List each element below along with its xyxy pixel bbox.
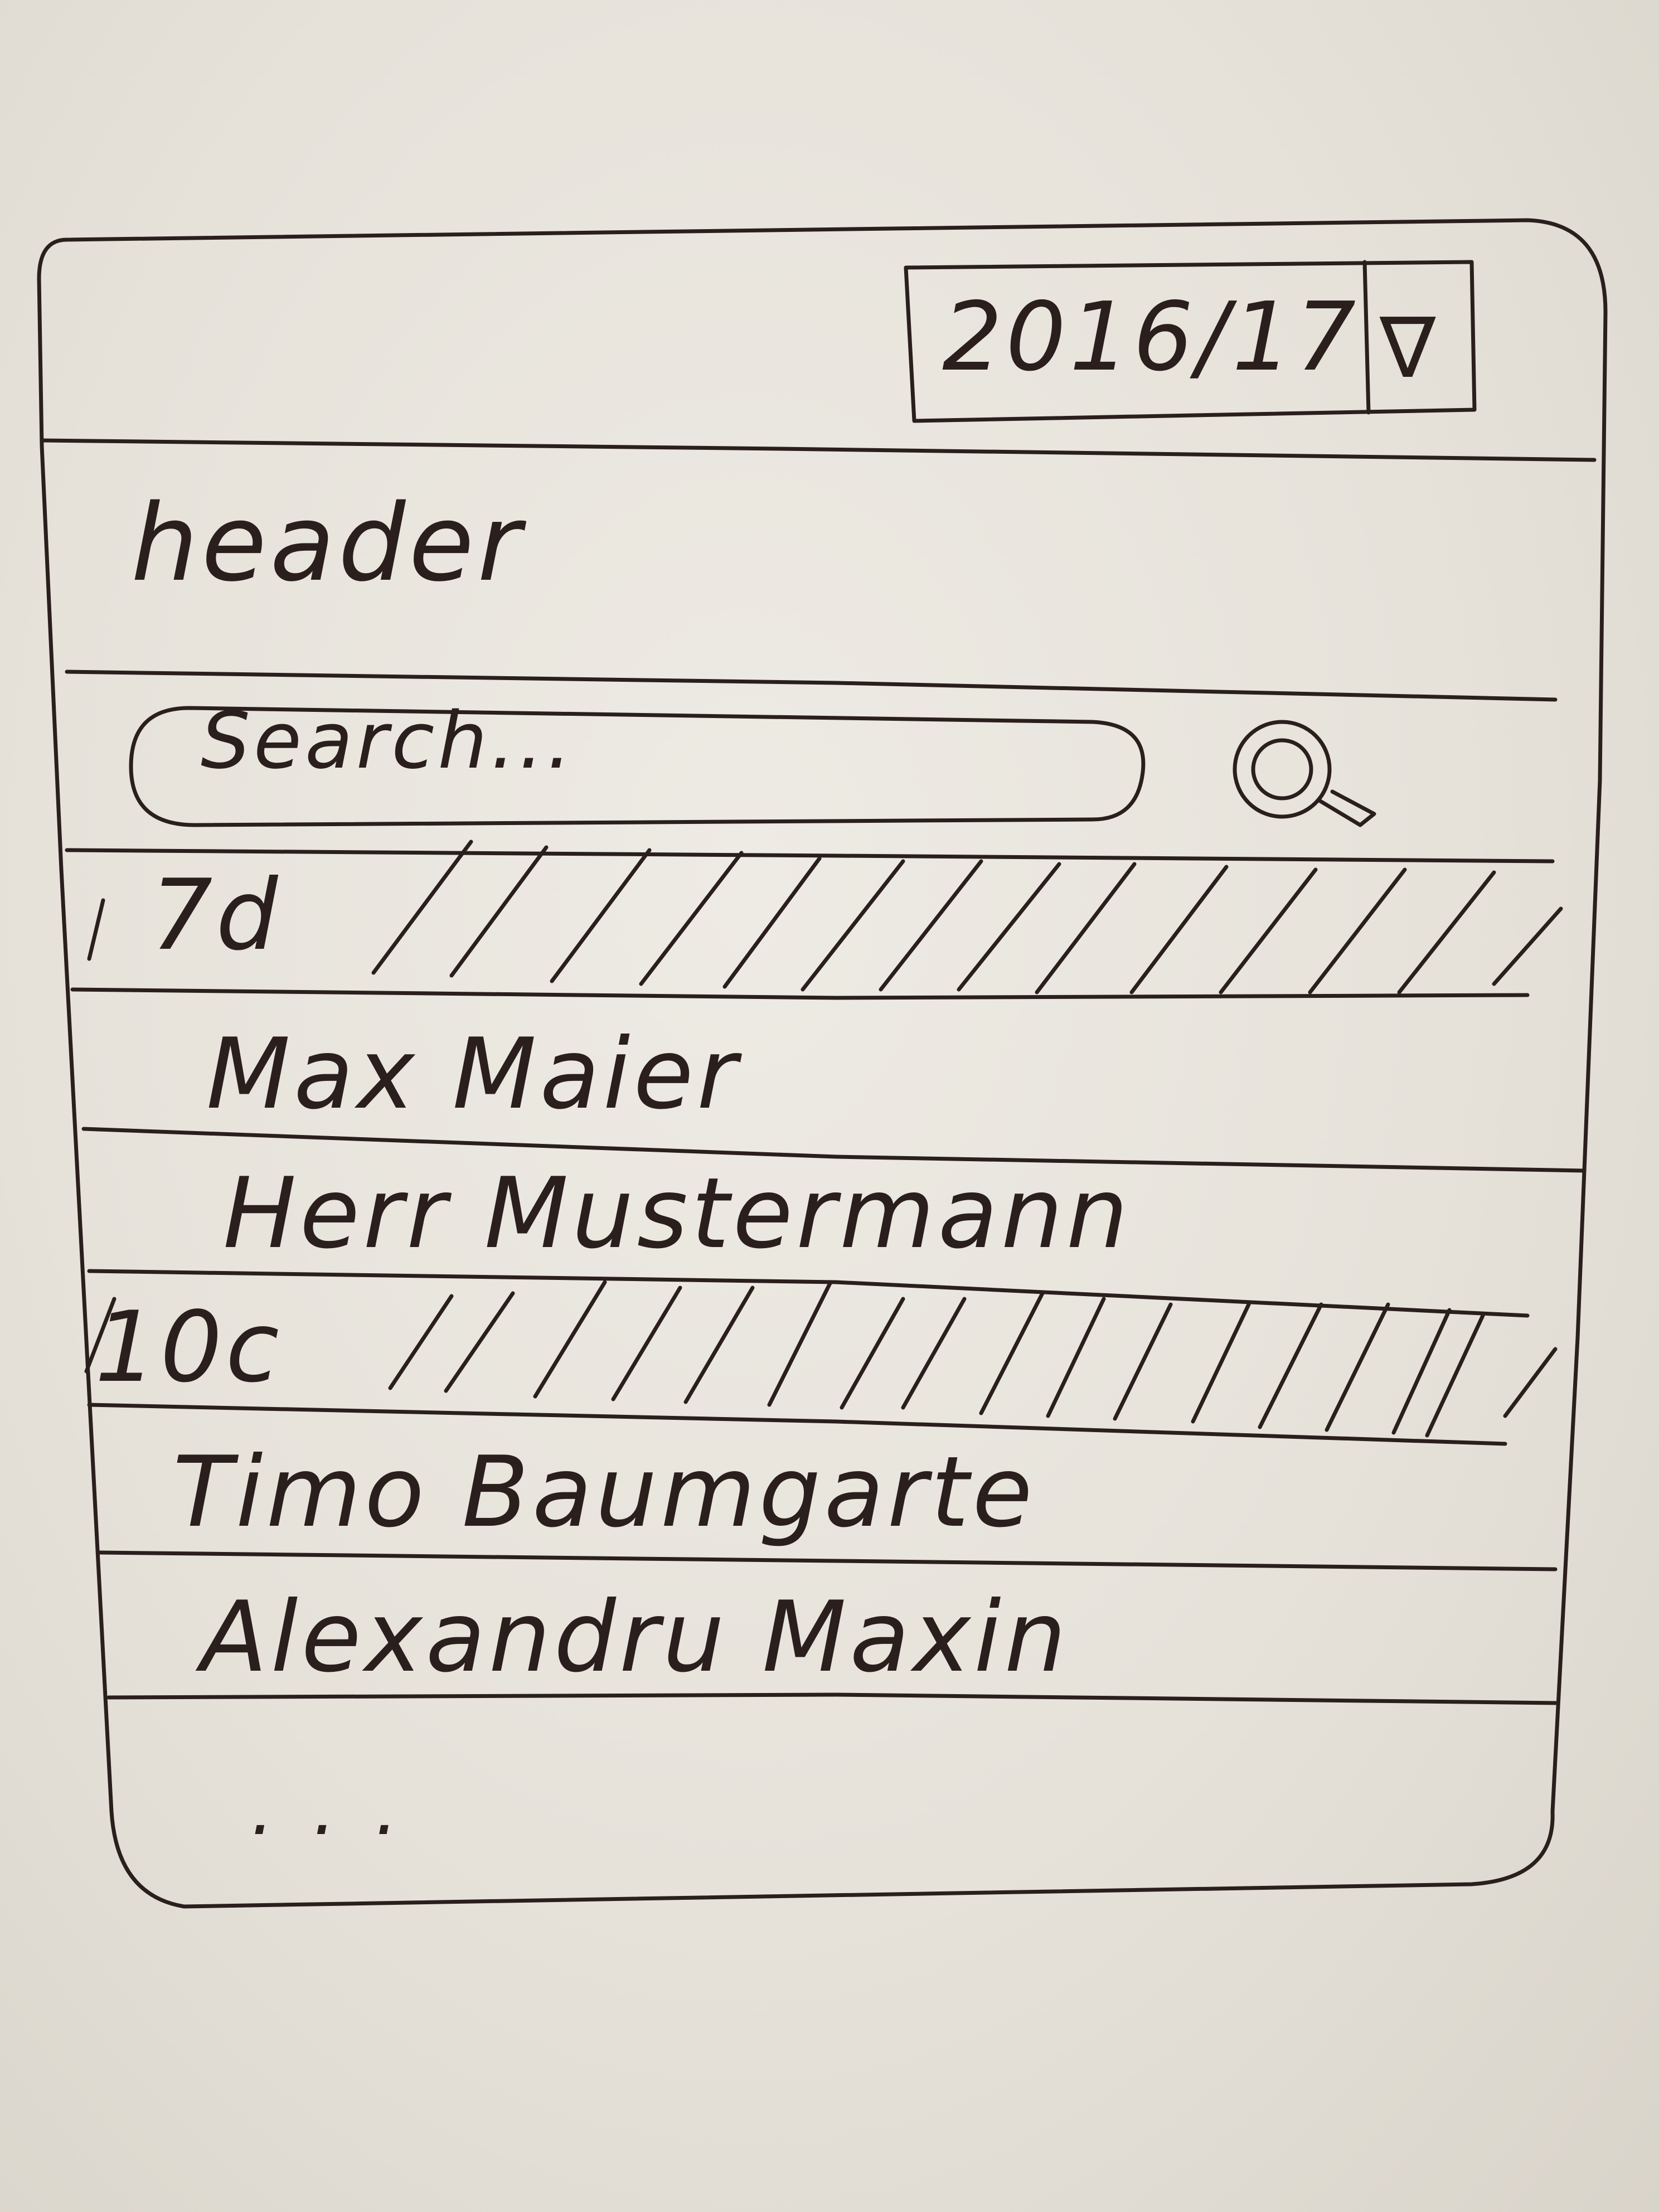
search-placeholder: Search... (201, 696, 575, 787)
row-divider-2 (89, 1271, 1527, 1316)
top-bar-divider (42, 440, 1594, 460)
list-item-name: Alexandru Maxin (201, 1581, 1070, 1694)
dropdown-arrow-icon[interactable]: ∇ (1380, 300, 1439, 397)
year-dropdown-value: 2016/17 (942, 282, 1360, 392)
list-item-name: Timo Baumgarte (173, 1436, 1036, 1549)
page-header: header (131, 482, 525, 605)
row-divider-4 (109, 1695, 1558, 1703)
search-divider (67, 850, 1553, 861)
group-header-10c: 10c (95, 1291, 283, 1404)
list-item-name: Herr Mustermann (223, 1157, 1132, 1270)
group-7d-hatching (89, 842, 1561, 992)
list-more-indicator: ... (251, 1767, 437, 1851)
group-header-7d: 7d (151, 859, 282, 972)
search-icon[interactable] (1221, 714, 1399, 831)
list-item-name: Max Maier (206, 1018, 740, 1131)
